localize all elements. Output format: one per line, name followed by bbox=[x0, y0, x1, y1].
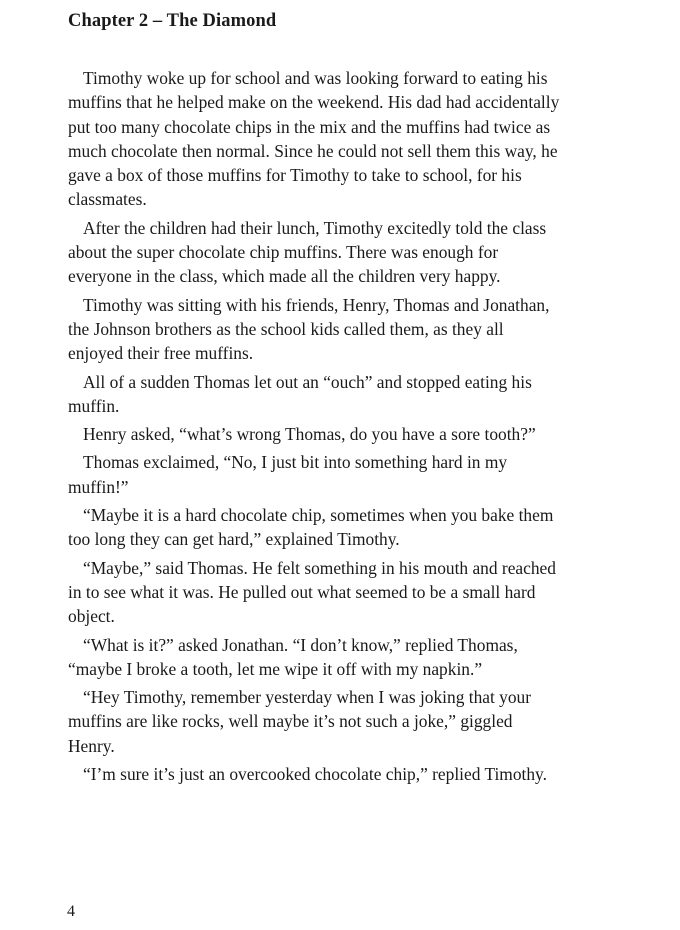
chapter-title: Chapter 2 – The Diamond bbox=[68, 11, 277, 31]
page-number: 4 bbox=[67, 903, 75, 920]
paragraph-8: “Maybe,” said Thomas. He felt something in his mouth and reached in to see what it was. He pulled out what seemed to be a small hard object. bbox=[68, 557, 556, 627]
paragraph-1: Timothy woke up for school and was looking forward to eating his muffins that he helped make on the weekend. His dad had accidentally put too many chocolate chips in the mix and the muffins had twice as much chocolate then normal. Since he could not sell them this way, he gave a box of those muffins for Timothy to take to school, for his classmates. bbox=[68, 68, 560, 210]
paragraph-9: “What is it?” asked Jonathan. “I don’t know,” replied Thomas, “maybe I broke a tooth, let me wipe it off with my napkin.” bbox=[68, 634, 518, 679]
paragraph-11: “I’m sure it’s just an overcooked chocolate chip,” replied Timothy. bbox=[83, 764, 547, 785]
paragraph-6: Thomas exclaimed, “No, I just bit into something hard in my muffin!” bbox=[68, 452, 508, 497]
paragraph-5: Henry asked, “what’s wrong Thomas, do you have a sore tooth?” bbox=[83, 424, 536, 445]
paragraph-2: After the children had their lunch, Timothy excitedly told the class about the super chocolate chip muffins. There was enough for everyone in the class, which made all the children very happy. bbox=[68, 217, 547, 287]
paragraph-3: Timothy was sitting with his friends, Henry, Thomas and Jonathan, the Johnson brothers as the school kids called them, as they all enjoyed their free muffins. bbox=[68, 294, 550, 364]
chapter-body bbox=[68, 66, 562, 790]
paragraph-7: “Maybe it is a hard chocolate chip, sometimes when you bake them too long they can get hard,” explained Timothy. bbox=[68, 505, 554, 550]
paragraph-4: All of a sudden Thomas let out an “ouch” and stopped eating his muffin. bbox=[68, 371, 532, 416]
paragraph-10: “Hey Timothy, remember yesterday when I was joking that your muffins are like rocks, well maybe it’s not such a joke,” giggled Henry. bbox=[68, 687, 532, 756]
